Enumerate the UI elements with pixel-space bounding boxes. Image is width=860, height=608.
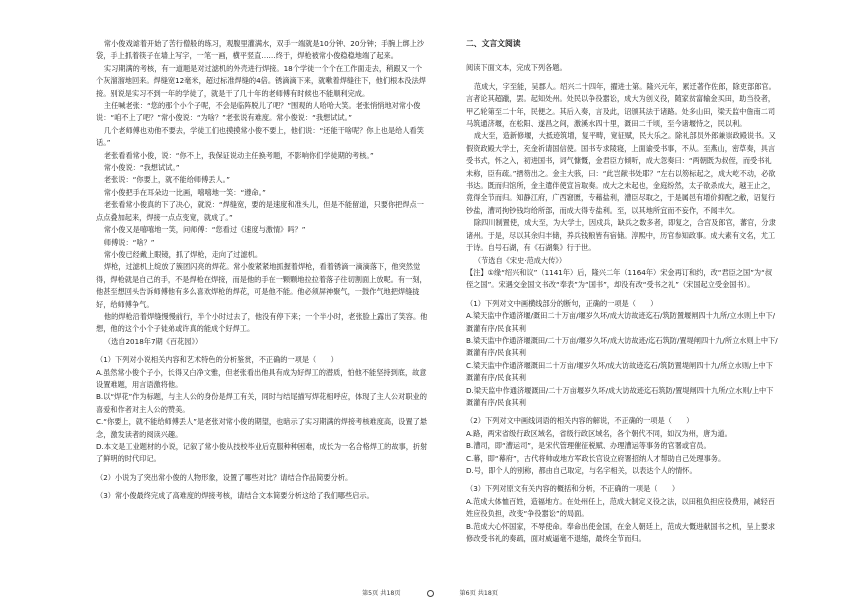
- story-paragraph: 焊枪，过滤机上绽放了簇团闪亮的焊花。常小俊紧紧地抓握着焊枪，看着锈滴一滴滴落下，他突然觉得，焊枪就是自己的手，不是焊枪在焊接，而是他的手在一颗颗地拉拉着落子往切割面上放呢。有一刻，他甚至想回头告诉师傅他有多么喜欢焊枪的焊花，可是他不能。他必须屏神聚气，一鼓作气地把焊缝拢好，给师傅争气。: [96, 262, 427, 309]
- question-text: （3）常小俊最终完成了高难度的焊接考核，请结合文本简要分析这给了我们哪些启示。: [96, 491, 374, 501]
- question-text: （1）下列对文中画横线部分的断句，正确的一项是（ ）: [466, 298, 658, 308]
- classical-passage: 范成大，字至能，吴郡人。绍兴二十四年，擢进士第。隆兴元年，累迁著作佐郎，除吏部郎官。言者论其超躐，罢。起知处州。处民以争役嚣讼，成大为创义役，随家贫富输金买田，助当役者，甲乙轮第至二十年，民便之。其后入奏，言及此，诏颁其法于诸路。处多山田，梁天监中詹南二司马筑通济堰，在松阳、遂昌之间，激溪水四十里，溉田二千顷，至今诸堰恃之，民以利。: [466, 81, 776, 129]
- question-text: （2）小说为了突出常小俊的人物形象，设置了哪些对比？请结合作品简要分析。: [96, 472, 353, 482]
- story-paragraph: 常小俊说：“我想试试。”: [103, 163, 180, 173]
- classical-passage: 除四川制置使，成大至，为大学士，因戍兵，缺兵之数多者，即复之，合宫及郎官，蕃官，分隶诸州。于是，尽以其余归丰储，养兵钱粮皆有宿储。淳熙中，历官参知政事。成大素有文名，尤工于诗。自号石湖，有《石湖集》行于世。: [466, 218, 776, 253]
- circle-icon: [427, 590, 434, 597]
- story-paragraph: 常小俊已经戴上眼镜，抓了焊枪，走向了过滤机。: [103, 249, 263, 259]
- story-paragraph: 几个老师傅也劝他不要去，学徒工们也摸摸常小俊不要上，他们说：“还能干啥呢？你上也是给人看笑话。”: [96, 125, 424, 148]
- option-c: C.幕，即“幕府”，古代将帅或地方军政长官设立府署招纳人才帮助自己处理事务。: [466, 453, 726, 463]
- option-b: B.梁天监中作通济堰溉田/二十万亩/堰岁久坏/成大访故迹/迄石筑防/置堤闸四十九/所立水则上中下/溉灌有序/民食其利: [466, 335, 778, 358]
- option-d: D.梁天监中作通济堰溉田/二十万亩堰岁久坏/成大访故迹迄石筑防/置堤闸四十九所/立水则/上中下溉灌有序/民食其利: [466, 385, 774, 407]
- option-a: A.路，两宋省级行政区域名，省级行政区域名，各个朝代不同，如汉为州，唐为道。: [466, 428, 732, 438]
- option-d: D.本文是工业题材的小说，记叙了常小俊从技校毕业后克服种种困难，成长为一名合格焊工的故事，折射了鲜明的时代印记。: [96, 442, 428, 464]
- option-a: A.梁天监中作通济堰/溉田二十万亩/堰岁久坏/成大访故迹迄石/筑防置堰闸四十九所/立水则上中下/溉灌有序/民食其利: [466, 311, 776, 333]
- classical-passage: 成大至，造新修堰，大抵迹筑增，复平畴，宽征赋，民大乐之。除礼部员外郎兼崇政殿说书。又假资政殿大学士，充金祈请国信使。国书专求陵寝，上面谕受书事，不从。至燕山，密草奏，具言受书式，怀之入，初进国书，词气慷慨，金君臣方倾听，成大忽奏曰：“两朝既为叔侄，而受书礼未称，臣有疏。”搢笏出之。金主大骇，曰：“此岂献书处耶？”左右以笏标起之，成大屹不动，必欲书达。既而归馆所，金主遣伴使宣旨取奏。成大之未起也，金庭纷然，太子欲杀成大，越王止之，竟得全节而归。知静江府，广西窘匮，专藉盐利，漕臣尽取之，于是属邑有增价抑配之敝，诏复行钞盐，漕司拘钞钱均给所部，而成大得专盐利。至，以其地所宜而不妄作，不闻丰欠。: [466, 131, 776, 215]
- question-text: （3）下列对原文有关内容的概括和分析，不正确的一项是（ ）: [466, 484, 680, 494]
- story-paragraph: 常小俊把手在耳朵边一比画，嘻嘻地一笑：“遵命。”: [103, 187, 266, 197]
- story-source: （选自2018年7期《百花园》）: [103, 336, 203, 346]
- passage-source: （节选自《宋史·范成大传》）: [473, 255, 567, 265]
- story-paragraph: 实习期满的考核，有一道题是对过滤机的外壳进行焊接。18个学徒一个个在工作面走去，稍跟又一个个灰溜溜地回来。焊缝宽12毫米，超过标准焊缝的4倍。锈滴滴下来，就嗽着焊缝往下，他们根本没法焊接。别说是实习不到一年的学徒了，就是干了几十年的老师傅有时候也不能顺利完成。: [96, 63, 426, 98]
- option-c: C.梁天监中作通济堰溉田二十万亩/堰岁久坏/成大访故迹迄石/筑防置堤闸四十九/所立水则/上中下溉灌有序/民食其利: [466, 360, 773, 383]
- question-text: （1）下列对小说相关内容和艺术特色的分析鉴赏，不正确的一项是（ ）: [96, 355, 338, 365]
- annotation-note: 【注】①缘“绍兴和议”（1141年）后，隆兴二年（1164年）宋金再订和约，改“君臣之国”为“叔侄之国”。宋遇交金国文书改“奉表”为“国书”，却没有改“受书之礼”（宋国起立受金国书）。: [466, 267, 773, 290]
- story-paragraph: 主任喊老张：“您的那个小个子呢，不会是临阵脱儿了吧？”围观的人哈哈大笑。老张悄悄地对常小俊说：“咱不上了吧？”常小俊说：“为啥？”老张说有难度。常小俊说：“我想试试。”: [96, 101, 421, 123]
- left-page-number: 第5页 共18页: [362, 590, 401, 597]
- right-column: [466, 38, 778, 583]
- page-footer: [0, 588, 860, 597]
- option-a: A.范成大体恤百姓，造福地方。在处州任上，范成大制定义役之法，以田租负担应役费用，减轻百姓应役负担，改变“争役嚣讼”的局面。: [466, 496, 775, 519]
- option-b: B.漕司，即“漕运司”，是宋代管理催征税赋、办理漕运等事务的官署或官员。: [466, 441, 711, 451]
- option-c: C.“你要上，就不能给师傅丢人”是老张对常小俊的期望，也暗示了实习期满的焊接考核难度高，设置了悬念，激发读者的阅读兴趣。: [96, 417, 428, 439]
- left-column: [96, 38, 428, 583]
- option-b: B.以“焊花”作为标题，与主人公的身份是焊工有关，同时与结尾描写焊花相呼应，体现了主人公对职业的喜爱和作者对主人公的赞美。: [96, 392, 427, 414]
- right-page-number: 第6页 共18页: [459, 590, 498, 597]
- instruction-text: 阅读下面文本，完成下列各题。: [466, 63, 567, 73]
- story-paragraph: 常小俊戏谑着开始了苦行僧般的练习，观腹里灌满水，双手一端就是10分钟、20分钟；手腕上绑上沙袋，手上抓着筷子在墙上写字，一笔一画，横平竖直……终于，焊枪被常小俊稳稳地端了起来。: [96, 39, 425, 61]
- story-paragraph: 常小俊又是嘻嘻地一笑，问师傅：“您看过《速度与激情》吗？”: [103, 225, 306, 235]
- story-paragraph: 老张看常小俊真的下了决心，就说：“焊缝宽，要的是速度和准头儿，但是不能留道，只要你把焊点一点点叠加起来，焊接一点点变宽，就成了。”: [96, 200, 424, 222]
- story-paragraph: 师傅说：“啥？”: [103, 237, 155, 247]
- option-b: B.范成大心怀国家，不辱使命。奉命出使金国，在金人朝廷上，范成大慨进献国书之机，呈上要求修改受书礼的奏疏，面对威逼毫不退缩，最终全节而归。: [466, 521, 776, 544]
- option-d: D.号，即个人的别称，都由自己取定，与名字相关，以表达个人的情怀。: [466, 466, 697, 475]
- option-a: A.虽然常小俊个子小，长得又白净文雅，但老张看出他具有成为好焊工的潜质，怕他不能坚持到底，故意设置难题，用言语激将他。: [96, 367, 427, 389]
- section-title: 二、文言文阅读: [466, 39, 521, 48]
- story-paragraph: 老张说：“你要上，就不能给师傅丢人。”: [103, 175, 230, 185]
- question-text: （2）下列对文中画线词语的相关内容的解说，不正确的一项是（ ）: [466, 416, 694, 426]
- story-paragraph: 他的焊枪沿着焊缝慢慢前行，半个小时过去了，他没有停下来；一个半小时，老张脸上露出了笑容。他想，他的这个小个子徒弟或许真的能成个好焊工。: [96, 311, 428, 334]
- story-paragraph: 老张看看常小俊，说：“你不上，我保证说动主任换考题，不影响你们学徒期的考核。”: [103, 150, 374, 160]
